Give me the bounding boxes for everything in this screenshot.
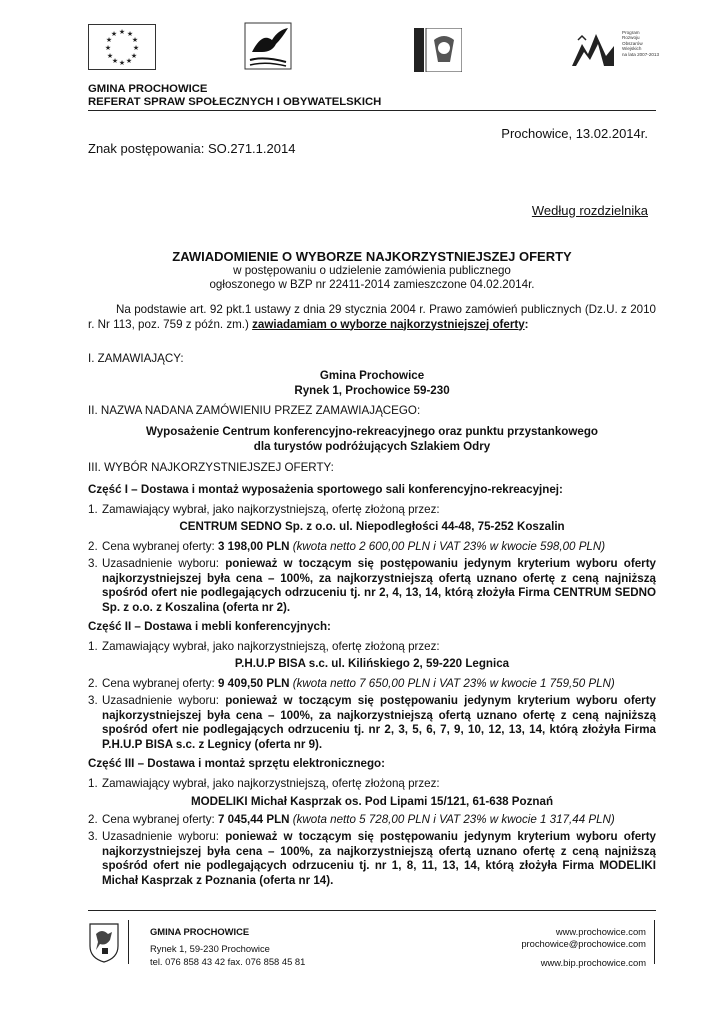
intro-paragraph: [88, 303, 656, 332]
svg-text:★: ★: [130, 53, 138, 60]
section3-heading: III. WYBÓR NAJKORZYSTNIEJSZEJ OFERTY:: [88, 461, 334, 474]
part3-winner: MODELIKI Michał Kasprzak os. Pod Lipami 15/121, 61-638 Poznań: [190, 795, 554, 808]
part1-price: 3 198,00 PLN: [218, 540, 290, 553]
part1-price-label: Cena wybranej oferty:: [102, 540, 218, 553]
intro-emphasis: zawiadamiam o wyborze najkorzystniejszej oferty: [252, 317, 525, 331]
bird-emblem-icon: [244, 22, 292, 70]
prow-line: na lata 2007-2013: [622, 51, 660, 57]
part2-just-label: Uzasadnienie wyboru:: [102, 694, 226, 707]
document-subtitle-1: w postępowaniu o udzielenie zamówienia publicznego: [233, 264, 511, 277]
footer-address: Rynek 1, 59-230 Prochowice: [150, 943, 270, 954]
part2-item2: [88, 677, 656, 692]
part1-justification: ponieważ w toczącym się postępowaniu jedynym kryterium wyboru oferty najkorzystniejszej była cena – 100%, za najkorzystniejszą ofertą uznano ofertę z ceną najniższą spośród ofert nie podlegających odrzuceniu tj. nr 2, 4, 13, 14, którą złożyła Firma CENTRUM SEDNO Sp. z o.o. z Koszalina (oferta nr 2).: [102, 557, 656, 614]
part3-item1: [88, 777, 656, 792]
prow-line: Wiejskich: [622, 46, 642, 52]
part1-heading: Część I – Dostawa i montaż wyposażenia sportowego sali konferencyjno-rekreacyjnej:: [88, 483, 563, 496]
svg-text:★: ★: [125, 58, 133, 65]
part3-item2: [88, 813, 656, 828]
part3-price-detail: (kwota netto 5 728,00 PLN i VAT 23% w kwocie 1 317,44 PLN): [289, 813, 615, 826]
part3-item3-num: 3.: [88, 830, 98, 843]
intro-end: :: [524, 317, 529, 331]
footer-web-link[interactable]: www.prochowice.com: [555, 926, 646, 937]
part1-winner: CENTRUM SEDNO Sp. z o.o. ul. Niepodległości 44-48, 75-252 Koszalin: [179, 520, 565, 533]
part3-item2-num: 2.: [88, 813, 98, 826]
prow-logo-icon: [568, 26, 668, 72]
eu-flag-icon: [88, 24, 156, 70]
part3-just-label: Uzasadnienie wyboru:: [102, 830, 226, 843]
footer-email-link[interactable]: prochowice@prochowice.com: [521, 938, 646, 949]
case-number: Znak postępowania: SO.271.1.2014: [88, 141, 296, 156]
leader-logo-icon: [414, 28, 462, 72]
part1-item1-text: Zamawiający wybrał, jako najkorzystniejszą, ofertę złożoną przez:: [102, 503, 440, 516]
header-org-line1: GMINA PROCHOWICE: [88, 83, 208, 95]
part3-item1-text: Zamawiający wybrał, jako najkorzystniejszą, ofertę złożoną przez:: [102, 777, 440, 790]
header-org-line2: REFERAT SPRAW SPOŁECZNYCH I OBYWATELSKICH: [88, 96, 382, 108]
intro-text: Na podstawie art. 92 pkt.1 ustawy z dnia 29 stycznia 2004 r. Prawo zamówień publicznych (Dz.U. z 2010 r. Nr 113, poz. 759 z późn. zm.): [88, 303, 656, 331]
svg-text:★: ★: [104, 45, 112, 52]
part1-just-label: Uzasadnienie wyboru:: [102, 557, 226, 570]
footer-left-bar: [128, 920, 129, 964]
part2-price: 9 409,50 PLN: [218, 677, 290, 690]
part1-price-detail: (kwota netto 2 600,00 PLN i VAT 23% w kwocie 598,00 PLN): [289, 540, 606, 553]
footer-phone: tel. 076 858 43 42 fax. 076 858 45 81: [150, 956, 306, 967]
prow-line: Rozwoju: [622, 35, 640, 41]
svg-text:★: ★: [105, 37, 113, 44]
footer-org: GMINA PROCHOWICE: [150, 926, 250, 937]
prow-line: Obszarów: [622, 40, 643, 46]
svg-text:★: ★: [126, 31, 134, 38]
part2-price-label: Cena wybranej oferty:: [102, 677, 218, 690]
part3-item1-num: 1.: [88, 777, 98, 790]
part1-item2-num: 2.: [88, 540, 98, 553]
part1-item1-num: 1.: [88, 503, 98, 516]
part3-price-label: Cena wybranej oferty:: [102, 813, 218, 826]
document-title: ZAWIADOMIENIE O WYBORZE NAJKORZYSTNIEJSZEJ OFERTY: [172, 249, 572, 264]
recipient: Według rozdzielnika: [531, 203, 648, 218]
footer-right-bar: [654, 920, 655, 964]
svg-text:★: ★: [118, 29, 126, 36]
place-date: Prochowice, 13.02.2014r.: [501, 126, 648, 141]
part2-item1: [88, 640, 656, 655]
svg-text:★: ★: [106, 53, 114, 60]
part3-price: 7 045,44 PLN: [218, 813, 290, 826]
section2-heading: II. NAZWA NADANA ZAMÓWIENIU PRZEZ ZAMAWIAJĄCEGO:: [88, 404, 421, 417]
order-name-line1: Wyposażenie Centrum konferencyjno-rekreacyjnego oraz punktu przystankowego: [145, 425, 599, 438]
svg-text:★: ★: [131, 37, 139, 44]
part2-price-detail: (kwota netto 7 650,00 PLN i VAT 23% w kwocie 1 759,50 PLN): [289, 677, 615, 690]
coat-of-arms-icon: [88, 922, 120, 964]
part2-winner: P.H.U.P BISA s.c. ul. Kilińskiego 2, 59-220 Legnica: [234, 657, 510, 670]
header-divider: [88, 110, 656, 111]
order-name-line2: dla turystów podróżujących Szlakiem Odry: [253, 440, 491, 453]
part1-item3-num: 3.: [88, 557, 98, 570]
svg-text:★: ★: [111, 58, 119, 65]
footer-divider: [88, 910, 656, 911]
part3-item3: [88, 830, 656, 888]
part2-justification: ponieważ w toczącym się postępowaniu jedynym kryterium wyboru oferty najkorzystniejszej była cena – 100%, za najkorzystniejszą ofertą uznano ofertę z ceną najniższą spośród ofert nie podlegających odrzuceniu tj. nr 2, 3, 5, 6, 7, 9, 10, 12, 13, 14, którą złożyła Firma P.H.U.P BISA s.c. z Legnicy (oferta nr 9).: [102, 694, 656, 751]
ordering-party-name: Gmina Prochowice: [319, 369, 425, 382]
part2-item3: [88, 694, 656, 752]
svg-text:★: ★: [132, 45, 140, 52]
part1-item1: [88, 503, 656, 518]
part1-item2: [88, 540, 656, 555]
prow-line: Program: [622, 30, 640, 35]
part2-heading: Część II – Dostawa i mebli konferencyjnych:: [88, 620, 331, 633]
part2-item2-num: 2.: [88, 677, 98, 690]
part2-item1-num: 1.: [88, 640, 98, 653]
part3-heading: Część III – Dostawa i montaż sprzętu elektronicznego:: [88, 757, 385, 770]
svg-text:★: ★: [110, 31, 118, 38]
part3-justification: ponieważ w toczącym się postępowaniu jedynym kryterium wyboru oferty najkorzystniejszej była cena – 100%, za najkorzystniejszą ofertą uznano ofertę z ceną najniższą spośród ofert nie podlegających odrzuceniu tj. nr 1, 8, 11, 13, 14, którą złożyła Firma MODELIKI Michał Kasprzak z Poznania (oferta nr 14).: [102, 830, 656, 887]
document-subtitle-2: ogłoszonego w BZP nr 22411-2014 zamieszczone 04.02.2014r.: [209, 278, 535, 291]
header-org: [88, 83, 381, 109]
part2-item3-num: 3.: [88, 694, 98, 707]
svg-text:★: ★: [118, 60, 126, 67]
section1-heading: I. ZAMAWIAJĄCY:: [88, 352, 184, 365]
part1-item3: [88, 557, 656, 615]
footer-bip-link[interactable]: www.bip.prochowice.com: [540, 957, 646, 968]
ordering-party-address: Rynek 1, Prochowice 59-230: [294, 384, 450, 397]
part2-item1-text: Zamawiający wybrał, jako najkorzystniejszą, ofertę złożoną przez:: [102, 640, 440, 653]
